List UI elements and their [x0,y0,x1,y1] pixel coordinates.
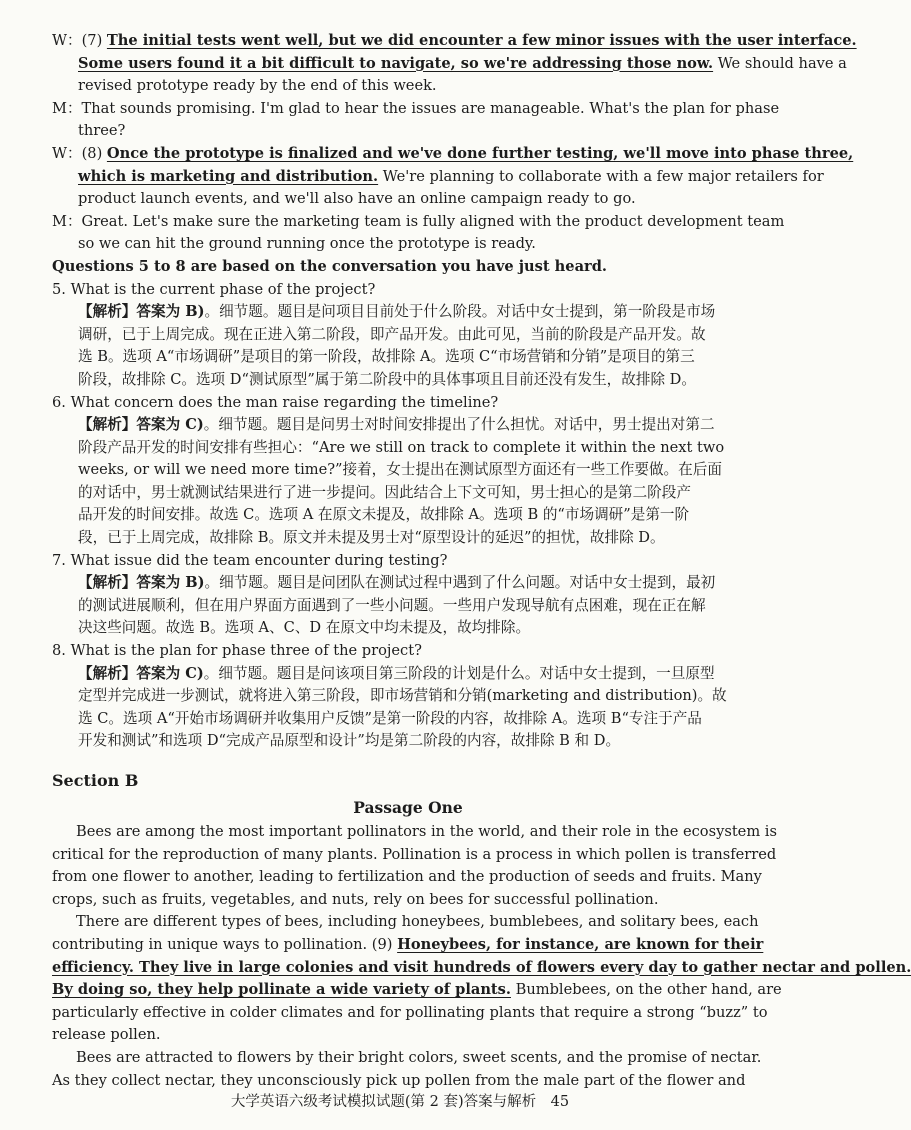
passage-line [52,1070,764,1093]
analysis-line: 选 C。选项 A“开始市场调研并收集用户反馈”是第一阶段的内容，故排除 A。选项 B“专注于产品 [78,709,702,727]
questions-header: Questions 5 to 8 are based on the conversation you have just heard. [52,257,608,275]
dialogue-line [52,30,857,53]
passage-paragraph [52,911,911,1047]
analysis-label: 【解析】答案为 B) [78,574,205,592]
text-segment: particularly effective in colder climates and for pollinating plants that require a strong “buzz” to [52,1003,768,1021]
section-title: Section B [52,771,139,790]
question-item [52,640,764,753]
dialogue-line [52,211,785,234]
passage-line [52,866,764,889]
analysis-line: 的对话中，男士就测试结果进行了进一步提问。因此结合上下文可知，男士担心的是第二阶段产 [78,483,691,501]
questions-list [52,279,764,753]
analysis-line: 阶段产品开发的时间安排有些担心：“Are we still on track to complete it within the next two [78,438,725,456]
dialogue-line [52,98,780,121]
dialogue-line [52,166,824,189]
dialogue-line [52,120,764,143]
passage-line [52,911,764,934]
analysis-line: 品开发的时间安排。故选 C。选项 A 在原文未提及，故排除 A。选项 B 的“市场调研”是第一阶 [78,506,690,524]
analysis-label: 【解析】答案为 C) [78,664,204,682]
text-segment: We should have a [713,54,847,72]
text-segment: There are different types of bees, including honeybees, bumblebees, and solitary bees, each [76,913,759,931]
dialogue-turn [52,98,780,143]
dialogue-line [52,233,764,256]
underlined-answer-text: By doing so, they help pollinate a wide variety of plants. [52,981,511,999]
text-segment: W：(8) [52,144,107,162]
text-segment: crops, such as fruits, vegetables, and nuts, rely on bees for successful pollination. [52,890,659,908]
passage-line [52,821,777,844]
analysis-line [52,572,764,595]
dialogue-transcript [52,30,857,256]
text-segment: so we can hit the ground running once the prototype is ready. [78,235,536,253]
passage-line [52,1024,764,1047]
text-segment: three? [78,122,126,140]
question-item [52,550,764,640]
analysis-line [52,414,764,437]
analysis-line [52,301,764,324]
text-segment: critical for the reproduction of many plants. Pollination is a process in which pollen is transferred [52,845,777,863]
text-segment: We're planning to collaborate with a few major retailers for [378,167,824,185]
question-text: 8. What is the plan for phase three of the project? [52,642,422,660]
text-segment: M：Great. Let's make sure the marketing team is fully aligned with the product development team [52,212,785,230]
analysis-line [52,663,764,686]
passage-line [52,1047,764,1070]
text-segment: Bees are attracted to flowers by their bright colors, sweet scents, and the promise of nectar. [76,1048,762,1066]
dialogue-line [52,75,764,98]
analysis-label: 【解析】答案为 C) [78,416,204,434]
question-item [52,279,764,392]
passage-line [52,1002,768,1025]
passage-line [52,844,777,867]
analysis-line: 决这些问题。故选 B。选项 A、C、D 在原文中均未提及，故均排除。 [78,619,531,637]
underlined-answer-text: which is marketing and distribution. [78,167,379,185]
text-segment: As they collect nectar, they unconsciously pick up pollen from the male part of the flower and [52,1071,746,1089]
analysis-line: 段，已于上周完成，故排除 B。原文并未提及男士对“原型设计的延迟”的担忧，故排除 D。 [78,529,665,547]
passage-paragraph [52,1047,764,1092]
analysis-line: 选 B。选项 A“市场调研”是项目的第一阶段，故排除 A。选项 C“市场营销和分销”是项目的第三 [78,348,695,366]
analysis-text: 。细节题。题目是问该项目第三阶段的计划是什么。对话中女士提到，一旦原型 [203,664,715,682]
dialogue-turn [52,30,857,98]
text-segment: from one flower to another, leading to fertilization and the production of seeds and fruits. Many [52,868,762,886]
question-text: 5. What is the current phase of the project? [52,280,376,298]
page-footer: 大学英语六级考试模拟试题(第 2 套)答案与解析 45 [230,1094,570,1110]
dialogue-line [52,53,847,76]
text-segment: contributing in unique ways to pollination. (9) [52,935,398,953]
document-page [52,30,911,1092]
text-segment: Bees are among the most important pollinators in the world, and their role in the ecosystem is [76,823,777,840]
text-segment: revised prototype ready by the end of this week. [78,77,437,95]
passage-line [52,957,911,980]
analysis-line: 的测试进展顺利，但在用户界面方面遇到了一些小问题。一些用户发现导航有点困难，现在正在解 [78,596,706,614]
analysis-line: 开发和测试”和选项 D“完成产品原型和设计”均是第二阶段的内容，故排除 B 和 D。 [78,732,621,750]
dialogue-turn [52,143,854,211]
underlined-answer-text: Honeybees, for instance, are known for their [397,935,764,953]
text-segment: W：(7) [52,32,107,49]
analysis-text: 。细节题。题目是问团队在测试过程中遇到了什么问题。对话中女士提到，最初 [204,574,716,592]
analysis-line: 定型并完成进一步测试，就将进入第三阶段，即市场营销和分销(marketing and distribution)。故 [78,687,727,705]
passage-title: Passage One [353,798,463,817]
analysis-text: 。细节题。题目是问项目目前处于什么阶段。对话中女士提到，第一阶段是市场 [204,303,716,321]
analysis-text: 。细节题。题目是问男士对时间安排提出了什么担忧。对话中，男士提出对第二 [203,416,715,434]
passage-paragraph [52,821,777,911]
question-item [52,392,764,550]
question-text: 7. What issue did the team encounter during testing? [52,551,448,569]
question-text: 6. What concern does the man raise regarding the timeline? [52,393,499,411]
analysis-line: 调研，已于上周完成。现在正进入第二阶段，即产品开发。由此可见，当前的阶段是产品开发。故 [78,325,706,343]
text-segment: Bumblebees, on the other hand, are [510,981,782,999]
text-segment: release pollen. [52,1026,161,1044]
dialogue-line [52,188,764,211]
underlined-answer-text: The initial tests went well, but we did encounter a few minor issues with the user interface. [106,32,857,49]
text-segment: product launch events, and we'll also have an online campaign ready to go. [78,190,636,208]
passage-line [52,979,782,1002]
underlined-answer-text: Some users found it a bit difficult to navigate, so we're addressing those now. [78,54,714,72]
dialogue-turn [52,211,785,256]
dialogue-line [52,143,854,166]
analysis-label: 【解析】答案为 B) [78,303,205,321]
passage-line [52,934,764,957]
analysis-line: weeks, or will we need more time?”接着，女士提出在测试原型方面还有一些工作要做。在后面 [78,461,722,479]
passage-line [52,889,764,912]
underlined-answer-text: Once the prototype is finalized and we've done further testing, we'll move into phase three, [106,144,854,162]
text-segment: M：That sounds promising. I'm glad to hear the issues are manageable. What's the plan for phase [52,99,780,117]
underlined-answer-text: efficiency. They live in large colonies and visit hundreds of flowers every day to gather nectar and pollen. [52,958,911,976]
passage-body [52,821,911,1092]
analysis-line: 阶段，故排除 C。选项 D“测试原型”属于第二阶段中的具体事项且目前还没有发生，故排除 D。 [78,370,696,388]
